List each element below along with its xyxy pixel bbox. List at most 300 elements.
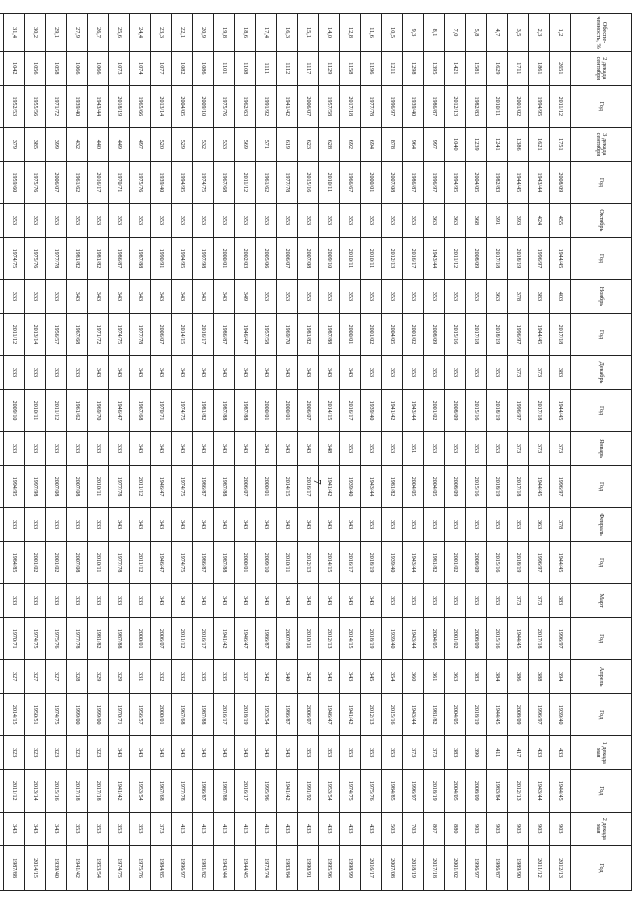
- table-cell: 433: [277, 812, 298, 846]
- probability-cell: 3,5: [508, 14, 529, 52]
- table-cell: 353: [256, 280, 277, 314]
- table-cell: 2006/07: [298, 693, 319, 736]
- table-cell: 1996/97: [424, 161, 445, 204]
- table-cell: 424: [529, 204, 550, 238]
- column-header: Год: [571, 846, 632, 891]
- table-cell: 2010/11: [340, 237, 361, 280]
- table-cell: 373: [508, 356, 529, 390]
- table-cell: 1621: [529, 128, 550, 162]
- column-header: Год: [571, 617, 632, 660]
- table-cell: 2008/09: [466, 617, 487, 660]
- table-cell: 2011/12: [130, 465, 151, 508]
- table-row: [508, 14, 529, 891]
- table-cell: 343: [256, 432, 277, 466]
- table-cell: 2015/16: [487, 541, 508, 584]
- column-header: Март: [571, 584, 632, 618]
- table-cell: 1953/54: [319, 770, 340, 813]
- table-cell: 2016/17: [214, 693, 235, 736]
- column-header: Ноябрь: [571, 280, 632, 314]
- table-cell: 353: [424, 356, 445, 390]
- table-cell: 343: [109, 356, 130, 390]
- table-cell: 1970/71: [109, 161, 130, 204]
- table-cell: 353: [361, 432, 382, 466]
- table-cell: 1997/98: [193, 237, 214, 280]
- table-cell: 373: [424, 736, 445, 770]
- table-cell: 343: [235, 736, 256, 770]
- table-cell: 2012/13: [361, 693, 382, 736]
- table-cell: 1977/78: [130, 313, 151, 356]
- table-cell: 343: [193, 584, 214, 618]
- table-cell: 1944/45: [508, 617, 529, 660]
- table-cell: 2008/09: [466, 770, 487, 813]
- table-cell: 1956/57: [130, 693, 151, 736]
- table-cell: 1970/71: [151, 389, 172, 432]
- table-cell: 353: [319, 736, 340, 770]
- table-row: [361, 14, 382, 891]
- table-cell: 1944/45: [508, 161, 529, 204]
- table-cell: [0, 541, 4, 584]
- table-cell: 343: [172, 432, 193, 466]
- probability-cell: 4,7: [487, 14, 508, 52]
- table-cell: 343: [214, 432, 235, 466]
- table-cell: 2007/08: [298, 237, 319, 280]
- table-cell: 1955/56: [25, 85, 46, 128]
- table-cell: 2012/13: [508, 770, 529, 813]
- table-cell: 1939/40: [151, 161, 172, 204]
- table-cell: 343: [151, 584, 172, 618]
- table-cell: 1111: [256, 52, 277, 86]
- table-cell: 353: [361, 736, 382, 770]
- table-cell: 353: [46, 204, 67, 238]
- table-cell: 2013/14: [25, 313, 46, 356]
- table-cell: 903: [508, 812, 529, 846]
- table-cell: 353: [403, 584, 424, 618]
- table-cell: 1970/71: [4, 617, 25, 660]
- table-cell: 2017/18: [529, 389, 550, 432]
- table-cell: 343: [319, 356, 340, 390]
- page-number: 7: [310, 479, 323, 485]
- table-cell: 353: [487, 432, 508, 466]
- table-cell: 333: [130, 584, 151, 618]
- table-cell: 2018/19: [487, 389, 508, 432]
- table-cell: 1991/92: [298, 770, 319, 813]
- table-cell: 1939/40: [67, 85, 88, 128]
- table-cell: 343: [214, 356, 235, 390]
- table-cell: 2018/19: [508, 541, 529, 584]
- table-cell: 2001/02: [361, 313, 382, 356]
- table-cell: 353: [361, 280, 382, 314]
- table-cell: 1395: [424, 52, 445, 86]
- table-cell: 343: [235, 356, 256, 390]
- table-cell: 2016/17: [298, 465, 319, 508]
- table-cell: 2018/19: [424, 770, 445, 813]
- table-cell: 2001/02: [445, 541, 466, 584]
- table-cell: 343: [214, 508, 235, 542]
- table-cell: 343: [193, 432, 214, 466]
- table-cell: 343: [172, 508, 193, 542]
- table-cell: 411: [487, 736, 508, 770]
- table-cell: 1987/88: [193, 693, 214, 736]
- table-cell: 333: [4, 280, 25, 314]
- table-cell: 2008/09: [424, 313, 445, 356]
- table-cell: 353: [4, 204, 25, 238]
- table-cell: [0, 617, 4, 660]
- table-cell: 1939/40: [550, 693, 571, 736]
- table-cell: 333: [4, 584, 25, 618]
- probability-cell: 7,0: [445, 14, 466, 52]
- probability-cell: [0, 14, 4, 52]
- table-cell: 2011/12: [529, 846, 550, 891]
- table-cell: 2014/15: [4, 693, 25, 736]
- header-row: [571, 14, 632, 891]
- table-cell: 353: [319, 280, 340, 314]
- probability-cell: 1,2: [550, 14, 571, 52]
- column-header: Год: [571, 389, 632, 432]
- table-cell: 343: [298, 584, 319, 618]
- table-cell: 1975/76: [25, 161, 46, 204]
- column-header: Апрель: [571, 660, 632, 694]
- table-cell: 383: [550, 356, 571, 390]
- table-cell: 2014/15: [172, 313, 193, 356]
- table-cell: 2006/07: [46, 161, 67, 204]
- table-cell: 2004/05: [403, 465, 424, 508]
- table-cell: 328: [67, 660, 88, 694]
- table-cell: 343: [172, 584, 193, 618]
- table-cell: 2009/10: [256, 541, 277, 584]
- table-cell: 333: [25, 508, 46, 542]
- table-cell: 343: [193, 280, 214, 314]
- table-cell: 2018/19: [487, 313, 508, 356]
- table-cell: 413: [172, 812, 193, 846]
- table-cell: 1112: [277, 52, 298, 86]
- table-cell: 373: [508, 432, 529, 466]
- table-cell: 1984/85: [4, 541, 25, 584]
- table-cell: 1974/75: [340, 770, 361, 813]
- table-cell: 327: [25, 660, 46, 694]
- table-cell: 1981/82: [88, 237, 109, 280]
- probability-cell: 10,5: [382, 14, 403, 52]
- table-cell: 2004/05: [445, 770, 466, 813]
- table-cell: 1977/78: [109, 541, 130, 584]
- table-cell: 1970/71: [109, 693, 130, 736]
- table-cell: 1101: [214, 52, 235, 86]
- table-cell: 2009/10: [4, 389, 25, 432]
- table-cell: 1996/97: [550, 465, 571, 508]
- table-cell: 333: [88, 432, 109, 466]
- table-cell: 449: [109, 128, 130, 162]
- table-cell: 1941/42: [67, 846, 88, 891]
- table-cell: 1994/95: [445, 161, 466, 204]
- table-cell: 2014/15: [277, 465, 298, 508]
- table-cell: [0, 693, 4, 736]
- table-cell: 2014/15: [340, 617, 361, 660]
- table-cell: 2016/17: [340, 541, 361, 584]
- table-cell: 343: [151, 508, 172, 542]
- table-cell: 360: [403, 660, 424, 694]
- table-cell: 1983/84: [277, 846, 298, 891]
- table-cell: 2017/18: [529, 617, 550, 660]
- table-cell: 433: [529, 736, 550, 770]
- table-cell: 343: [340, 356, 361, 390]
- table-cell: 383: [529, 280, 550, 314]
- table-cell: 1974/75: [109, 313, 130, 356]
- table-cell: 353: [382, 204, 403, 238]
- table-cell: 2008/09: [550, 161, 571, 204]
- probability-cell: 31,4: [4, 14, 25, 52]
- table-cell: 1990/91: [151, 237, 172, 280]
- table-cell: 343: [340, 660, 361, 694]
- table-cell: 353: [277, 204, 298, 238]
- column-header: Год: [571, 465, 632, 508]
- table-row: [424, 14, 445, 891]
- table-cell: 333: [88, 584, 109, 618]
- table-cell: 1991/92: [256, 85, 277, 128]
- table-cell: 343: [88, 356, 109, 390]
- table-row: [46, 14, 67, 891]
- table-cell: 373: [529, 356, 550, 390]
- table-cell: 353: [340, 432, 361, 466]
- table-cell: 2011/12: [235, 161, 256, 204]
- table-cell: 373: [529, 584, 550, 618]
- table-cell: 343: [340, 584, 361, 618]
- table-cell: 2016/17: [235, 770, 256, 813]
- table-cell: 2001/02: [424, 389, 445, 432]
- table-cell: 343: [277, 356, 298, 390]
- table-cell: 2011/12: [550, 85, 571, 128]
- table-cell: 353: [403, 204, 424, 238]
- table-cell: 433: [550, 736, 571, 770]
- table-cell: 323: [4, 736, 25, 770]
- table-cell: 903: [466, 812, 487, 846]
- table-cell: 2000/01: [130, 617, 151, 660]
- table-cell: 2018/19: [109, 85, 130, 128]
- table-cell: 1975/76: [25, 237, 46, 280]
- table-row: [550, 14, 571, 891]
- table-cell: 383: [550, 584, 571, 618]
- table-cell: 2017/18: [67, 770, 88, 813]
- table-cell: 348: [319, 432, 340, 466]
- table-cell: 1211: [382, 52, 403, 86]
- table-cell: 379: [4, 128, 25, 162]
- table-cell: 2014/15: [25, 846, 46, 891]
- column-header: Год: [571, 313, 632, 356]
- table-row: [256, 14, 277, 891]
- table-cell: 333: [4, 508, 25, 542]
- table-row: [298, 14, 319, 891]
- table-cell: 353: [88, 204, 109, 238]
- table-cell: 333: [25, 280, 46, 314]
- table-cell: 1990/91: [298, 846, 319, 891]
- table-cell: 343: [214, 584, 235, 618]
- table-cell: 353: [382, 736, 403, 770]
- probability-cell: 16,3: [277, 14, 298, 52]
- table-cell: 1939/40: [382, 617, 403, 660]
- column-header: 1 декада мая: [571, 736, 632, 770]
- table-cell: [0, 356, 4, 390]
- table-cell: 1959/60: [4, 161, 25, 204]
- table-cell: 1943/44: [214, 846, 235, 891]
- table-cell: 353: [445, 508, 466, 542]
- table-cell: 383: [466, 660, 487, 694]
- table-cell: 1974/75: [172, 541, 193, 584]
- table-cell: 332: [172, 660, 193, 694]
- table-cell: 333: [88, 508, 109, 542]
- table-cell: [0, 660, 4, 694]
- table-cell: 2008/09: [445, 389, 466, 432]
- table-cell: 343: [172, 356, 193, 390]
- table-cell: 1974/75: [109, 846, 130, 891]
- table-cell: 2007/08: [382, 846, 403, 891]
- table-cell: 1974/75: [193, 161, 214, 204]
- table-cell: 532: [193, 128, 214, 162]
- table-row: [445, 14, 466, 891]
- table-cell: 2017/18: [487, 237, 508, 280]
- table-cell: 388: [529, 660, 550, 694]
- table-cell: 353: [256, 204, 277, 238]
- table-cell: 1987/88: [130, 237, 151, 280]
- table-row: [466, 14, 487, 891]
- table-cell: 413: [193, 812, 214, 846]
- table-cell: [0, 736, 4, 770]
- table-cell: 353: [382, 432, 403, 466]
- table-cell: 1981/82: [298, 313, 319, 356]
- table-cell: 2004/05: [424, 465, 445, 508]
- table-cell: 1074: [130, 52, 151, 86]
- table-cell: 2651: [550, 52, 571, 86]
- table-cell: 1981/82: [193, 389, 214, 432]
- table-row: [487, 14, 508, 891]
- table-cell: 2012/13: [319, 617, 340, 660]
- table-cell: 353: [487, 584, 508, 618]
- table-cell: [0, 204, 4, 238]
- table-cell: 353: [130, 812, 151, 846]
- table-cell: 1944/45: [550, 389, 571, 432]
- table-cell: 2016/17: [193, 617, 214, 660]
- table-cell: 1944/45: [550, 237, 571, 280]
- table-cell: 1975/76: [130, 161, 151, 204]
- table-cell: [0, 846, 4, 891]
- table-cell: 1986/87: [109, 237, 130, 280]
- table-cell: 391: [487, 204, 508, 238]
- table-cell: 440: [88, 128, 109, 162]
- table-cell: 703: [403, 812, 424, 846]
- table-cell: 2008/09: [466, 541, 487, 584]
- table-cell: 353: [382, 356, 403, 390]
- table-cell: [0, 812, 4, 846]
- table-cell: 343: [130, 736, 151, 770]
- data-table: [0, 13, 632, 891]
- table-cell: [0, 85, 4, 128]
- table-row: [193, 14, 214, 891]
- table-cell: 1943/44: [403, 541, 424, 584]
- table-cell: 2007/08: [67, 541, 88, 584]
- table-cell: 2016/17: [340, 389, 361, 432]
- table-cell: 2015/16: [298, 161, 319, 204]
- table-cell: 2007/08: [46, 465, 67, 508]
- table-cell: 373: [550, 432, 571, 466]
- probability-cell: 15,1: [298, 14, 319, 52]
- table-cell: 368: [466, 204, 487, 238]
- table-cell: 1997/98: [25, 465, 46, 508]
- table-cell: 2007/08: [382, 161, 403, 204]
- table-cell: 2006/07: [277, 237, 298, 280]
- table-cell: 329: [88, 660, 109, 694]
- table-cell: 1996/97: [508, 389, 529, 432]
- column-header: Обеспе-ченность, %: [571, 14, 632, 52]
- table-cell: 1941/42: [277, 85, 298, 128]
- table-cell: 333: [4, 432, 25, 466]
- table-cell: 335: [193, 660, 214, 694]
- table-cell: 2012/13: [550, 846, 571, 891]
- table-cell: 2004/05: [424, 617, 445, 660]
- table-cell: 1962/63: [235, 85, 256, 128]
- table-cell: 2010/11: [277, 541, 298, 584]
- table-cell: 353: [67, 812, 88, 846]
- table-cell: 1196: [361, 52, 382, 86]
- table-cell: 343: [256, 736, 277, 770]
- table-cell: 353: [508, 508, 529, 542]
- table-cell: 333: [46, 584, 67, 618]
- table-cell: 433: [340, 812, 361, 846]
- table-cell: 628: [319, 128, 340, 162]
- table-cell: 1981/82: [382, 465, 403, 508]
- table-cell: 403: [550, 280, 571, 314]
- table-cell: 343: [277, 736, 298, 770]
- table-cell: 342: [298, 660, 319, 694]
- table-cell: 1967/68: [172, 693, 193, 736]
- table-cell: 1117: [298, 52, 319, 86]
- table-cell: 1971/72: [88, 313, 109, 356]
- table-cell: 1040: [445, 128, 466, 162]
- table-cell: 353: [277, 280, 298, 314]
- table-cell: 1996/97: [403, 770, 424, 813]
- table-cell: 1974/75: [172, 389, 193, 432]
- table-cell: 1944/45: [487, 693, 508, 736]
- table-cell: 1975/76: [361, 770, 382, 813]
- table-cell: 2009/10: [193, 85, 214, 128]
- table-cell: 1996/97: [529, 237, 550, 280]
- table-cell: 386: [508, 660, 529, 694]
- table-cell: 2008/09: [466, 237, 487, 280]
- table-cell: 353: [109, 204, 130, 238]
- table-cell: 399: [46, 128, 67, 162]
- table-cell: 1965/66: [130, 85, 151, 128]
- table-cell: 529: [172, 128, 193, 162]
- table-cell: 1298: [403, 52, 424, 86]
- table-cell: 619: [277, 128, 298, 162]
- table-cell: 390: [466, 736, 487, 770]
- table-cell: 353: [403, 356, 424, 390]
- table-cell: 343: [319, 584, 340, 618]
- table-cell: 343: [298, 356, 319, 390]
- table-cell: 997: [424, 128, 445, 162]
- table-cell: 2001/02: [46, 541, 67, 584]
- table-cell: 1986/87: [424, 85, 445, 128]
- table-cell: 1996/97: [529, 541, 550, 584]
- table-cell: 343: [193, 356, 214, 390]
- table-cell: 1974/75: [25, 617, 46, 660]
- table-cell: 342: [256, 660, 277, 694]
- table-cell: 343: [172, 280, 193, 314]
- table-cell: 353: [298, 280, 319, 314]
- table-cell: 323: [25, 736, 46, 770]
- table-cell: 333: [46, 432, 67, 466]
- table-cell: 2000/01: [256, 465, 277, 508]
- table-cell: 2015/16: [466, 465, 487, 508]
- table-cell: 343: [193, 736, 214, 770]
- table-cell: 383: [445, 736, 466, 770]
- table-cell: 2011/12: [172, 617, 193, 660]
